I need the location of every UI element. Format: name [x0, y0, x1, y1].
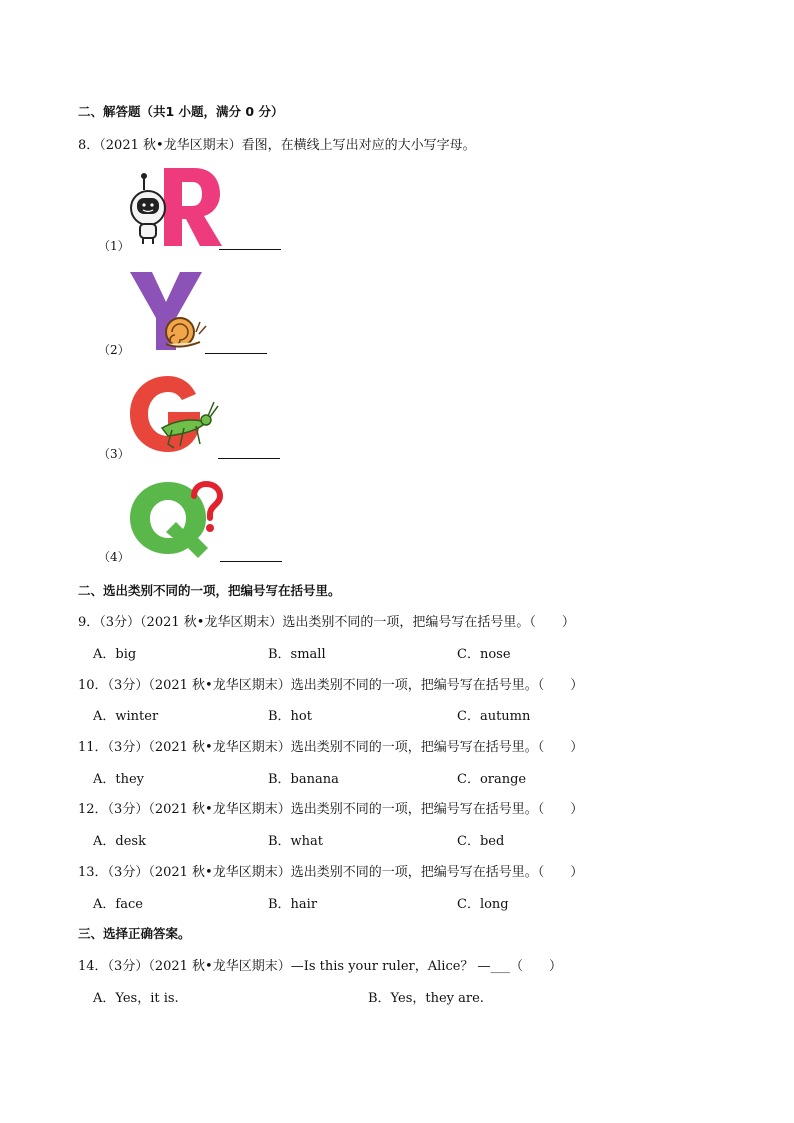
section-heading-answer: 二、解答题（共1 小题，满分 0 分）	[78, 104, 284, 119]
question-13-option-b[interactable]: B．hair	[268, 897, 318, 912]
question-12-stem: 12．（3分）（2021 秋•龙华区期末）选出类别不同的一项，把编号写在括号里。（ ）	[78, 802, 584, 817]
question-13-stem: 13．（3分）（2021 秋•龙华区期末）选出类别不同的一项，把编号写在括号里。（ ）	[78, 865, 584, 880]
question-13-option-a[interactable]: A．face	[93, 897, 143, 912]
question-11-stem: 11．（3分）（2021 秋•龙华区期末）选出类别不同的一项，把编号写在括号里。（ ）	[78, 740, 584, 755]
answer-line-1[interactable]	[219, 249, 281, 250]
letter-q-picture	[128, 480, 224, 560]
question-14-stem: 14．（3分）（2021 秋•龙华区期末）—Is this your ruler，Alice？ —___（ ）	[78, 959, 563, 974]
letter-r-picture	[128, 164, 224, 250]
item-3-label: （3）	[98, 447, 130, 461]
question-14-option-a[interactable]: A．Yes，it is.	[93, 991, 179, 1006]
question-10-option-a[interactable]: A．winter	[93, 709, 159, 724]
item-1-label: （1）	[98, 239, 130, 253]
letter-r-shape	[164, 168, 222, 246]
answer-line-4[interactable]	[220, 561, 282, 562]
question-10-stem: 10．（3分）（2021 秋•龙华区期末）选出类别不同的一项，把编号写在括号里。（ ）	[78, 678, 584, 693]
question-9-stem: 9．（3分）（2021 秋•龙华区期末）选出类别不同的一项，把编号写在括号里。（ ）	[78, 615, 575, 630]
question-9-option-b[interactable]: B．small	[268, 647, 326, 662]
question-11-option-a[interactable]: A．they	[93, 772, 145, 787]
question-13-option-c[interactable]: C．long	[457, 897, 509, 912]
question-11-option-b[interactable]: B．banana	[268, 772, 339, 787]
section-heading-choose: 三、选择正确答案。	[78, 926, 191, 941]
question-8-stem: 8．（2021 秋•龙华区期末）看图，在横线上写出对应的大小写字母。	[78, 138, 476, 153]
question-12-option-c[interactable]: C．bed	[457, 834, 505, 849]
answer-line-2[interactable]	[205, 353, 267, 354]
question-10-option-b[interactable]: B．hot	[268, 709, 312, 724]
robot-icon	[131, 173, 165, 244]
letter-y-picture	[128, 270, 212, 354]
question-9-option-c[interactable]: C．nose	[457, 647, 511, 662]
section-heading-select: 二、选出类别不同的一项，把编号写在括号里。	[78, 583, 341, 598]
question-14-option-b[interactable]: B．Yes，they are.	[368, 991, 484, 1006]
item-2-label: （2）	[98, 343, 130, 357]
question-11-option-c[interactable]: C．orange	[457, 772, 527, 787]
question-12-option-b[interactable]: B．what	[268, 834, 324, 849]
question-9-option-a[interactable]: A．big	[93, 647, 137, 662]
answer-line-3[interactable]	[218, 458, 280, 459]
letter-g-picture	[128, 372, 220, 456]
letter-g-shape	[130, 376, 200, 452]
question-10-option-c[interactable]: C．autumn	[457, 709, 531, 724]
item-4-label: （4）	[98, 550, 130, 564]
snail-icon	[166, 318, 206, 347]
question-12-option-a[interactable]: A．desk	[93, 834, 146, 849]
